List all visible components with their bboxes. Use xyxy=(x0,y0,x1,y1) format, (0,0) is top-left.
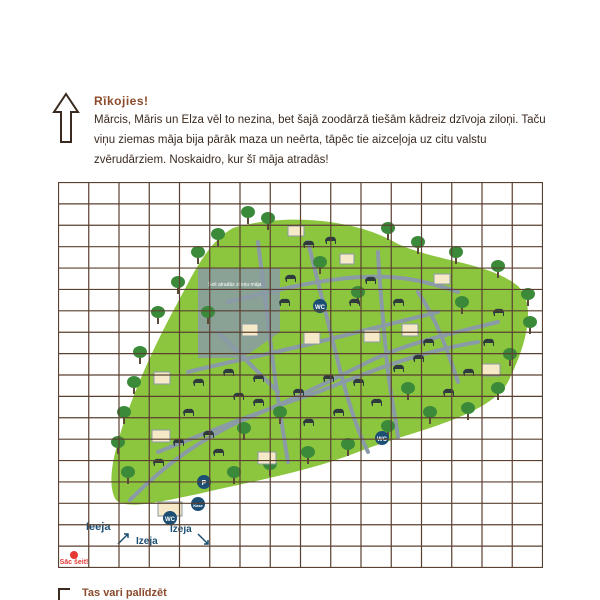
house xyxy=(152,430,170,442)
up-arrow-icon xyxy=(52,92,80,144)
start-label: Sāc šeit! xyxy=(59,559,89,566)
grid xyxy=(58,182,543,568)
exit-label-1: Izeja xyxy=(136,536,158,547)
house xyxy=(304,332,320,344)
house xyxy=(258,452,276,464)
corner-icon xyxy=(58,588,70,600)
tree-icon xyxy=(171,276,185,294)
start-dot xyxy=(70,551,78,559)
exit-label-2: Izeja xyxy=(170,524,192,535)
zoo-map-svg xyxy=(58,182,543,568)
kiosk-label: Kase xyxy=(193,503,203,508)
house xyxy=(402,324,418,336)
house xyxy=(340,254,354,264)
task-title: Rīkojies! xyxy=(94,94,149,108)
wc-label: WC xyxy=(377,437,387,443)
house xyxy=(154,372,170,384)
house xyxy=(434,274,450,284)
tree-icon xyxy=(241,206,255,224)
house xyxy=(482,364,500,376)
footer-text: Tas vari palīdzēt xyxy=(82,587,167,599)
wc-label: WC xyxy=(165,517,175,523)
footer xyxy=(56,586,456,600)
zoo-map xyxy=(58,182,543,573)
tree-icon xyxy=(133,346,147,364)
start-marker xyxy=(58,543,90,567)
exit-arrow-icon xyxy=(198,534,208,544)
task-description: Mārcis, Māris un Elza vēl to nezina, bet šajā zoodārzā tiešām kādreiz dzīvoja ziloņi. Taču viņu ziemas māja bija pārāk maza un neērta, tāpēc tie aizceļoja uz citu valstu zvērudārziem. Noskaidro, kur šī māja atradās! xyxy=(94,114,546,166)
info-box-label: Šeit atradās ziloņu māja xyxy=(208,282,262,288)
wc-label: WC xyxy=(315,305,325,311)
house xyxy=(242,324,258,336)
tree-icon xyxy=(151,306,165,324)
house xyxy=(288,226,304,236)
parking-label: P xyxy=(201,480,207,487)
entrance-label: Ieeja xyxy=(86,521,111,533)
